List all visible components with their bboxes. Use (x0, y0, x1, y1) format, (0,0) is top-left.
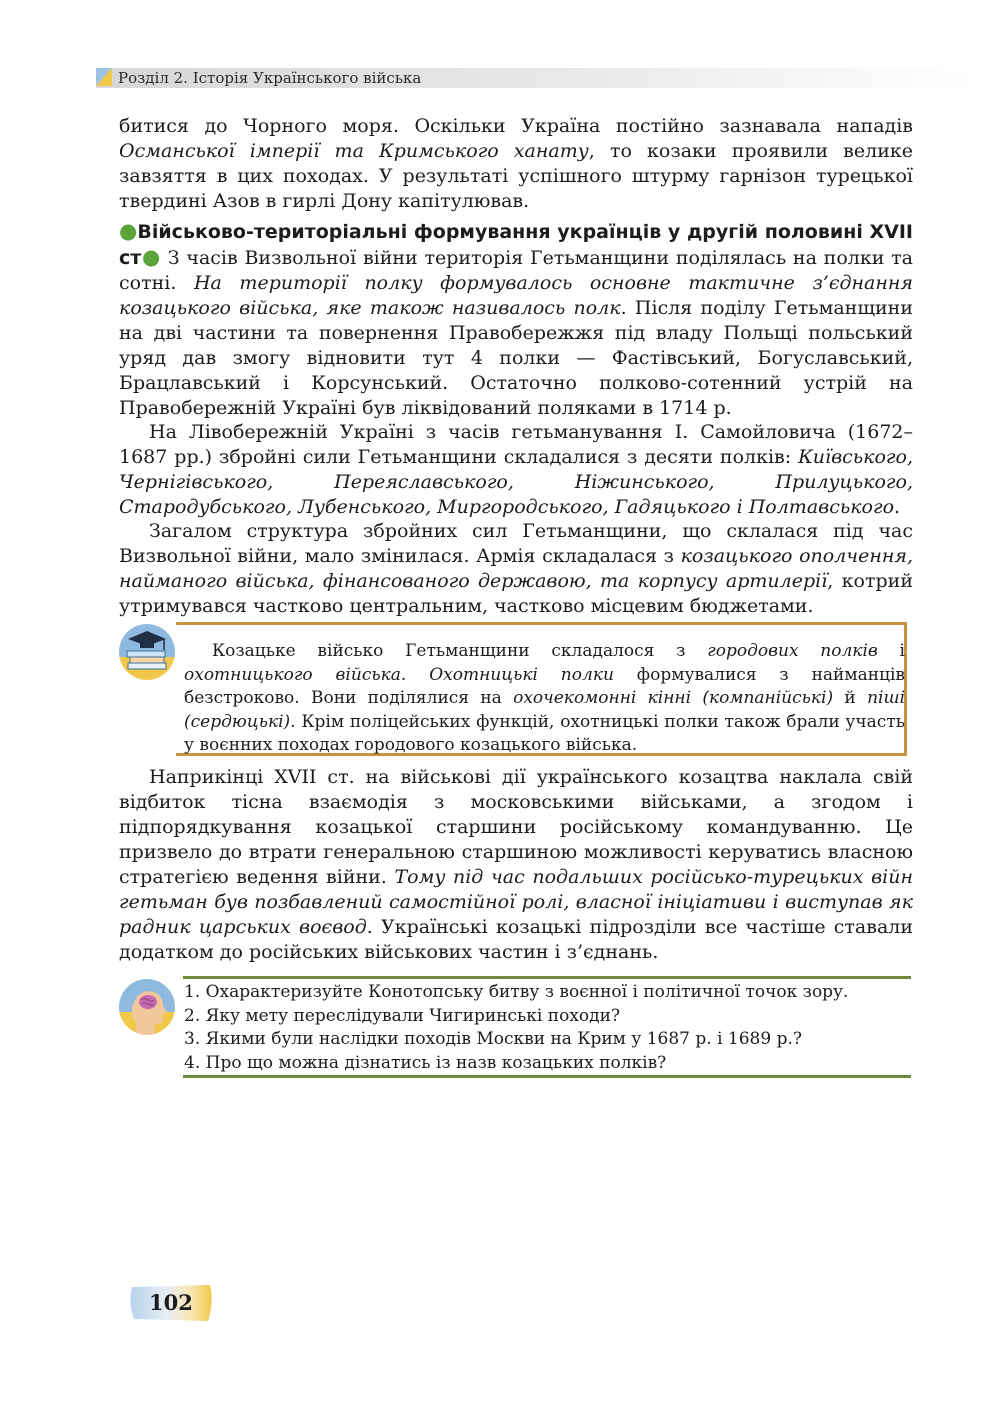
header-corner-icon (96, 68, 112, 86)
text-span: й (833, 688, 868, 708)
text-span: . Крім поліцейських функцій, охотницькі полки також брали участь у воєнних походах городового козацького війська. (184, 711, 905, 755)
italic-span: піші (сердюцькі) (184, 688, 906, 732)
text-span: і (877, 641, 905, 661)
text-span: На Лівобережній Україні з часів гетьманування І. Самойловича (1672–1687 рр.) збройні сили Гетьманщини складалися з десяти полків: (119, 421, 913, 468)
text-span: . Українські козацькі підрозділи все частіше ставали додатком до російських військових частин і з’єднань. (119, 916, 913, 963)
italic-span: охочекомонні кінні (компанійські) (513, 688, 834, 708)
text-span: З часів Визвольної війни територія Гетьманщини поділялась на полки та сотні. (119, 247, 913, 294)
head-brain-icon (118, 978, 176, 1036)
books-graduation-cap-icon (118, 623, 176, 681)
question-item: 3. Якими були наслідки походів Москви на Крим у 1687 р. і 1689 р.? (184, 1029, 802, 1049)
text-span: формувалися з найманців безстроково. Вони поділялися на (184, 664, 906, 708)
page-number: 102 (149, 1290, 193, 1315)
question-item: 2. Яку мету переслідували Чигиринські походи? (184, 1005, 621, 1026)
questions-list (184, 981, 910, 1075)
text-span: , котрий утримувався частково центральним, частково місцевим бюджетами. (119, 570, 913, 617)
question-item: 4. Про що можна дізнатись із назв козацьких полків? (184, 1052, 667, 1073)
text-span: , то козаки проявили велике завзяття в цих походах. У результаті успішного штурму гарнізон турецької твердині Азов в гирлі Дону капітулював. (119, 140, 913, 212)
question-item: 1. Охарактеризуйте Конотопську битву з воєнної і політичної точок зору. (184, 982, 849, 1002)
italic-span: На території полку формувалось основне тактичне з’єднання козацького війська, яке також називалось полк (119, 272, 913, 319)
section-heading: Військово-територіальні формування українців у другій половині XVII ст (119, 221, 913, 269)
italic-span: Охотницькі полки (429, 664, 614, 685)
italic-span: охотницького війська (184, 664, 401, 685)
italic-span: Київського, Чернігівського, Переяславського, Ніжинського, Прилуцького, Стародубського, Лубенського, Миргородського, Гадяцького і Полтавського (119, 446, 913, 518)
paragraph-5 (119, 765, 913, 965)
section-paragraph (119, 219, 913, 421)
text-span: Наприкінці XVII ст. на військові дії українського козацтва наклала свій відбиток тісна взаємодія з московськими військами, а згодом і підпорядкування козацької старшини російському командуванню. Це призвело до втрати генеральною старшиною можливості керуватись власною стратегією ведення війни. (119, 766, 913, 888)
running-header: Розділ 2. Історія Українського війська (118, 69, 422, 87)
bullet-dot-icon: ● (119, 219, 138, 243)
paragraph-3 (119, 420, 913, 520)
paragraph-4 (119, 519, 913, 619)
italic-span: Османської імперії та Кримського ханату (119, 140, 589, 162)
text-span: . Після поділу Гетьманщини на дві частини та повернення Правобережжя під владу Польщі польський уряд дав змогу відновити тут 4 полки — Фастівський, Богуславський, Брацлавський і Корсунський. Остаточно полково-сотенний устрій на Правобережній Україні був ліквідований поляками в 1714 р. (119, 297, 914, 419)
text-span: Козацьке військо Гетьманщини складалося з (212, 641, 708, 661)
text-span: битися до Чорного моря. Оскільки Україна постійно зазнавала нападів (119, 115, 913, 137)
questions-top-line (183, 976, 911, 979)
italic-span: Тому під час подальших російсько-турецьких війн гетьман був позбавлений самостійної ролі, власної ініціативи і виступав як радник царських воєвод (119, 866, 913, 938)
paragraph-1 (119, 114, 913, 214)
italic-span: козацького ополчення, найманого війська, фінансованого державою, та корпусу артилерії (119, 545, 913, 592)
italic-span: городових полків (707, 641, 878, 661)
text-span: Загалом структура збройних сил Гетьманщини, що склалася під час Визвольної війни, мало змінилася. Армія складалася з (119, 520, 913, 567)
questions-bottom-line (183, 1075, 911, 1078)
text-span: . (894, 496, 901, 518)
callout-text (184, 640, 905, 758)
text-span: . (400, 664, 430, 685)
bullet-dot-icon: ● (141, 245, 162, 269)
